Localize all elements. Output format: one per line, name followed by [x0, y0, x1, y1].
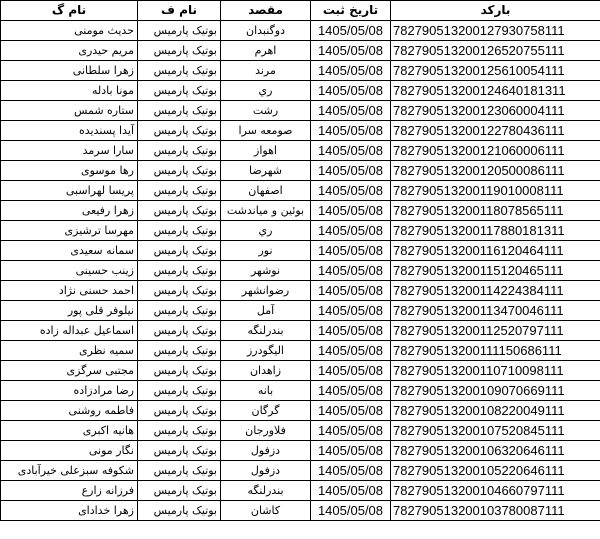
table-row [1, 241, 600, 261]
barcode-cell: 782790513200125610054111 [391, 61, 600, 81]
date-cell: 1405/05/08 [311, 441, 391, 461]
table-row [1, 41, 600, 61]
barcode-cell: 782790513200113470046111 [391, 301, 600, 321]
destination-cell: بوئین و میاندشت [221, 201, 311, 221]
sender-cell: بوتیک پارمیس [138, 141, 221, 161]
recipient-cell: زهرا رفیعی [1, 201, 138, 221]
destination-cell: مرند [221, 61, 311, 81]
table-row [1, 61, 600, 81]
destination-cell: رضوانشهر [221, 281, 311, 301]
recipient-cell: حدیث مومنی [1, 21, 138, 41]
sender-cell: بوتیک پارمیس [138, 481, 221, 501]
recipient-cell: هانیه اکبری [1, 421, 138, 441]
date-cell: 1405/05/08 [311, 121, 391, 141]
sender-cell: بوتیک پارمیس [138, 61, 221, 81]
destination-cell: ري [221, 221, 311, 241]
sender-cell: بوتیک پارمیس [138, 361, 221, 381]
destination-cell: دزفول [221, 461, 311, 481]
barcode-cell: 782790513200108220049111 [391, 401, 600, 421]
destination-cell: نوشهر [221, 261, 311, 281]
recipient-cell: سارا سرمد [1, 141, 138, 161]
header-recipient: نام گ [1, 1, 138, 21]
recipient-cell: پریسا لهراسبی [1, 181, 138, 201]
barcode-cell: 782790513200112520797111 [391, 321, 600, 341]
date-cell: 1405/05/08 [311, 241, 391, 261]
table-row [1, 101, 600, 121]
barcode-cell: 782790513200103780087111 [391, 501, 600, 521]
recipient-cell: سمیه نظری [1, 341, 138, 361]
barcode-cell: 782790513200111150686111 [391, 341, 600, 361]
table-row [1, 321, 600, 341]
barcode-cell: 782790513200116120464111 [391, 241, 600, 261]
sender-cell: بوتیک پارمیس [138, 341, 221, 361]
recipient-cell: سمانه سعیدی [1, 241, 138, 261]
recipient-cell: رضا مرادزاده [1, 381, 138, 401]
sender-cell: بوتیک پارمیس [138, 261, 221, 281]
destination-cell: گرگان [221, 401, 311, 421]
date-cell: 1405/05/08 [311, 41, 391, 61]
date-cell: 1405/05/08 [311, 461, 391, 481]
table-row [1, 121, 600, 141]
date-cell: 1405/05/08 [311, 361, 391, 381]
sender-cell: بوتیک پارمیس [138, 281, 221, 301]
date-cell: 1405/05/08 [311, 101, 391, 121]
barcode-cell: 782790513200105220646111 [391, 461, 600, 481]
table-row [1, 481, 600, 501]
header-destination: مقصد [221, 1, 311, 21]
barcode-cell: 782790513200106320646111 [391, 441, 600, 461]
destination-cell: بندرلنگه [221, 321, 311, 341]
destination-cell: کاشان [221, 501, 311, 521]
header-sender: نام ف [138, 1, 221, 21]
destination-cell: اصفهان [221, 181, 311, 201]
table-row [1, 461, 600, 481]
sender-cell: بوتیک پارمیس [138, 101, 221, 121]
barcode-cell: 782790513200126520755111 [391, 41, 600, 61]
date-cell: 1405/05/08 [311, 381, 391, 401]
date-cell: 1405/05/08 [311, 21, 391, 41]
table-row [1, 21, 600, 41]
sender-cell: بوتیک پارمیس [138, 21, 221, 41]
date-cell: 1405/05/08 [311, 161, 391, 181]
date-cell: 1405/05/08 [311, 301, 391, 321]
barcode-cell: 782790513200124640181311 [391, 81, 600, 101]
destination-cell: زاهدان [221, 361, 311, 381]
destination-cell: دوگنبدان [221, 21, 311, 41]
table-body [1, 21, 600, 521]
recipient-cell: مریم حیدری [1, 41, 138, 61]
destination-cell: فلاورجان [221, 421, 311, 441]
destination-cell: اهرم [221, 41, 311, 61]
recipient-cell: مهرسا ترشیزی [1, 221, 138, 241]
date-cell: 1405/05/08 [311, 61, 391, 81]
date-cell: 1405/05/08 [311, 341, 391, 361]
header-date: تاریخ ثبت [311, 1, 391, 21]
barcode-cell: 782790513200120500086111 [391, 161, 600, 181]
sender-cell: بوتیک پارمیس [138, 81, 221, 101]
destination-cell: شهرضا [221, 161, 311, 181]
recipient-cell: مونا بادله [1, 81, 138, 101]
sender-cell: بوتیک پارمیس [138, 121, 221, 141]
barcode-cell: 782790513200118078565111 [391, 201, 600, 221]
barcode-cell: 782790513200127930758111 [391, 21, 600, 41]
sender-cell: بوتیک پارمیس [138, 321, 221, 341]
table-row [1, 201, 600, 221]
sender-cell: بوتیک پارمیس [138, 421, 221, 441]
destination-cell: دزفول [221, 441, 311, 461]
destination-cell: ري [221, 81, 311, 101]
barcode-cell: 782790513200122780436111 [391, 121, 600, 141]
barcode-cell: 782790513200114224384111 [391, 281, 600, 301]
date-cell: 1405/05/08 [311, 181, 391, 201]
recipient-cell: نگار مونی [1, 441, 138, 461]
recipient-cell: ستاره شمس [1, 101, 138, 121]
table-row [1, 501, 600, 521]
table-row [1, 221, 600, 241]
recipient-cell: زینب حسینی [1, 261, 138, 281]
recipient-cell: آیدا پسندیده [1, 121, 138, 141]
table-row [1, 361, 600, 381]
date-cell: 1405/05/08 [311, 421, 391, 441]
date-cell: 1405/05/08 [311, 201, 391, 221]
table-row [1, 441, 600, 461]
date-cell: 1405/05/08 [311, 261, 391, 281]
recipient-cell: شکوفه سبزعلی خیرآبادی [1, 461, 138, 481]
barcode-cell: 782790513200104660797111 [391, 481, 600, 501]
sender-cell: بوتیک پارمیس [138, 461, 221, 481]
table-row [1, 381, 600, 401]
date-cell: 1405/05/08 [311, 281, 391, 301]
recipient-cell: اسماعیل عبداله زاده [1, 321, 138, 341]
recipient-cell: نیلوفر قلی پور [1, 301, 138, 321]
date-cell: 1405/05/08 [311, 321, 391, 341]
table-row [1, 81, 600, 101]
destination-cell: آمل [221, 301, 311, 321]
header-row [1, 1, 600, 21]
sender-cell: بوتیک پارمیس [138, 221, 221, 241]
table-row [1, 181, 600, 201]
table-row [1, 281, 600, 301]
sender-cell: بوتیک پارمیس [138, 41, 221, 61]
barcode-cell: 782790513200121060006111 [391, 141, 600, 161]
destination-cell: نور [221, 241, 311, 261]
barcode-cell: 782790513200115120465111 [391, 261, 600, 281]
recipient-cell: فاطمه روشنی [1, 401, 138, 421]
table-row [1, 401, 600, 421]
recipient-cell: رها موسوی [1, 161, 138, 181]
table-row [1, 301, 600, 321]
sender-cell: بوتیک پارمیس [138, 501, 221, 521]
recipient-cell: احمد حسنی نژاد [1, 281, 138, 301]
table-row [1, 261, 600, 281]
date-cell: 1405/05/08 [311, 401, 391, 421]
table-row [1, 161, 600, 181]
recipient-cell: زهرا سلطانی [1, 61, 138, 81]
table-row [1, 341, 600, 361]
barcode-cell: 782790513200110710098111 [391, 361, 600, 381]
destination-cell: بندرلنگه [221, 481, 311, 501]
destination-cell: رشت [221, 101, 311, 121]
date-cell: 1405/05/08 [311, 481, 391, 501]
header-barcode: بارکد [391, 1, 600, 21]
sender-cell: بوتیک پارمیس [138, 161, 221, 181]
recipient-cell: زهرا خدادای [1, 501, 138, 521]
sender-cell: بوتیک پارمیس [138, 181, 221, 201]
table-row [1, 421, 600, 441]
destination-cell: اهواز [221, 141, 311, 161]
destination-cell: صومعه سرا [221, 121, 311, 141]
destination-cell: الیگودرز [221, 341, 311, 361]
date-cell: 1405/05/08 [311, 141, 391, 161]
barcode-cell: 782790513200117880181311 [391, 221, 600, 241]
barcode-cell: 782790513200123060004111 [391, 101, 600, 121]
sender-cell: بوتیک پارمیس [138, 381, 221, 401]
recipient-cell: فرزانه زارع [1, 481, 138, 501]
sender-cell: بوتیک پارمیس [138, 401, 221, 421]
barcode-cell: 782790513200119010008111 [391, 181, 600, 201]
sender-cell: بوتیک پارمیس [138, 441, 221, 461]
destination-cell: بانه [221, 381, 311, 401]
table-row [1, 141, 600, 161]
barcode-cell: 782790513200109070669111 [391, 381, 600, 401]
sender-cell: بوتیک پارمیس [138, 241, 221, 261]
recipient-cell: مجتبی سرگزی [1, 361, 138, 381]
sender-cell: بوتیک پارمیس [138, 201, 221, 221]
date-cell: 1405/05/08 [311, 501, 391, 521]
date-cell: 1405/05/08 [311, 221, 391, 241]
barcode-cell: 782790513200107520845111 [391, 421, 600, 441]
date-cell: 1405/05/08 [311, 81, 391, 101]
sender-cell: بوتیک پارمیس [138, 301, 221, 321]
